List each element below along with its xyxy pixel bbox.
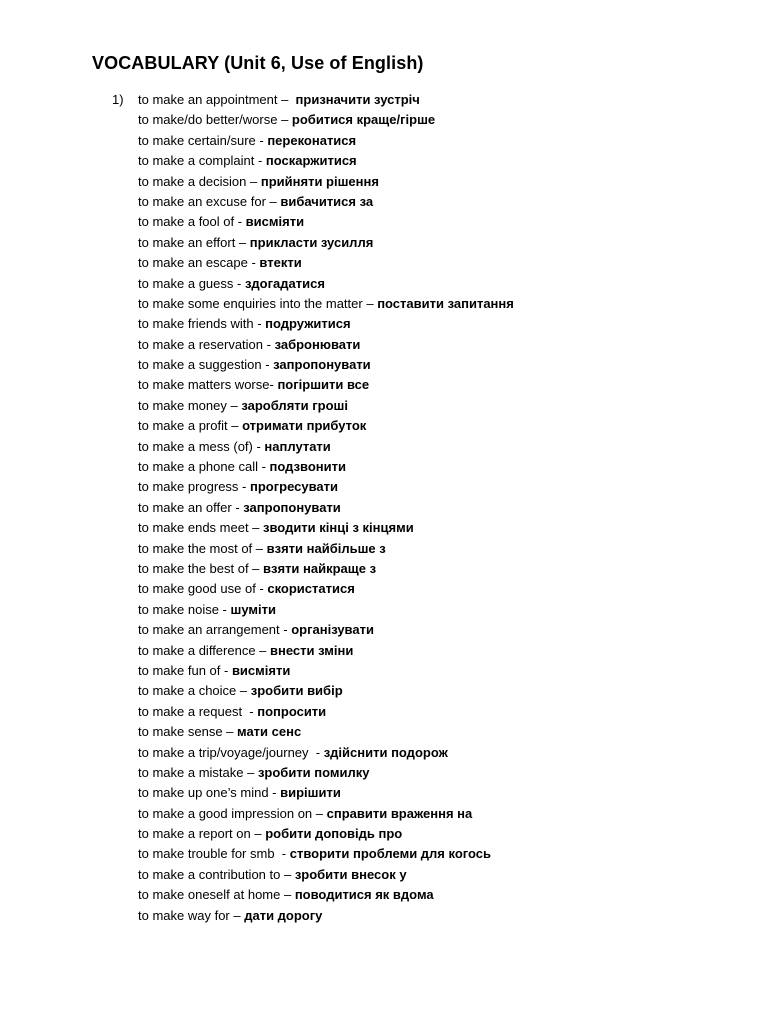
list-item — [138, 600, 514, 620]
ukrainian-translation: попросити — [257, 703, 327, 719]
english-phrase: to make some enquiries into the matter – — [138, 295, 378, 311]
ukrainian-translation: прогресувати — [250, 479, 339, 495]
english-phrase: to make a reservation - — [138, 336, 275, 352]
english-phrase: to make progress - — [138, 479, 250, 495]
list-item — [138, 641, 514, 661]
list-item — [138, 498, 514, 518]
ukrainian-translation: шуміти — [230, 601, 276, 617]
english-phrase: to make an appointment – — [138, 92, 296, 107]
list-item — [138, 233, 514, 253]
english-phrase: to make way for – — [138, 907, 245, 923]
list-item — [138, 172, 514, 192]
list-item — [138, 457, 514, 477]
english-phrase: to make the best of – — [138, 560, 264, 576]
english-phrase: to make a fool of - — [138, 214, 246, 230]
ukrainian-translation: подружитися — [265, 316, 351, 332]
english-phrase: to make a trip/voyage/journey - — [138, 744, 324, 760]
section-number: 1) — [112, 92, 124, 107]
ukrainian-translation: призначити зустріч — [295, 92, 420, 107]
english-phrase: to make oneself at home – — [138, 887, 295, 903]
english-phrase: to make an effort – — [138, 234, 250, 250]
list-item — [138, 620, 514, 640]
english-phrase: to make a mess (of) - — [138, 438, 265, 454]
ukrainian-translation: справити враження на — [326, 805, 473, 821]
list-item — [138, 477, 514, 497]
english-phrase: to make a choice – — [138, 683, 251, 699]
vocabulary-list — [138, 90, 514, 926]
ukrainian-translation: погіршити все — [277, 377, 370, 393]
list-item — [138, 824, 514, 844]
ukrainian-translation: висміяти — [231, 662, 291, 678]
ukrainian-translation: робитися краще/гірше — [291, 112, 436, 128]
english-phrase: to make ends meet – — [138, 520, 264, 536]
list-item — [138, 274, 514, 294]
ukrainian-translation: взяти найкраще з — [263, 560, 377, 576]
english-phrase: to make up one’s mind - — [138, 785, 281, 801]
list-item — [138, 844, 514, 864]
ukrainian-translation: скористатися — [267, 581, 355, 597]
list-item — [138, 804, 514, 824]
ukrainian-translation: поставити запитання — [377, 295, 514, 311]
ukrainian-translation: прийняти рішення — [260, 173, 379, 189]
list-item — [138, 865, 514, 885]
ukrainian-translation: дати дорогу — [244, 907, 323, 923]
list-item — [138, 335, 514, 355]
english-phrase: to make friends with - — [138, 316, 266, 332]
english-phrase: to make a good impression on – — [138, 805, 327, 821]
ukrainian-translation: запропонувати — [273, 357, 371, 373]
english-phrase: to make money – — [138, 397, 242, 413]
page-title: VOCABULARY (Unit 6, Use of English) — [92, 53, 424, 73]
ukrainian-translation: робити доповідь про — [265, 826, 403, 842]
ukrainian-translation: забронювати — [274, 336, 361, 352]
list-item — [138, 437, 514, 457]
english-phrase: to make a difference – — [138, 642, 271, 658]
ukrainian-translation: створити проблеми для когось — [289, 846, 492, 862]
ukrainian-translation: зводити кінці з кінцями — [263, 520, 414, 536]
list-item — [138, 416, 514, 436]
english-phrase: to make matters worse- — [138, 377, 278, 393]
list-item — [138, 681, 514, 701]
ukrainian-translation: зробити вибір — [250, 683, 343, 699]
english-phrase: to make a suggestion - — [138, 357, 274, 373]
english-phrase: to make an excuse for – — [138, 193, 281, 209]
ukrainian-translation: взяти найбільше з — [266, 540, 386, 556]
english-phrase: to make/do better/worse – — [138, 112, 292, 128]
ukrainian-translation: організувати — [291, 622, 374, 638]
list-item — [138, 110, 514, 130]
english-phrase: to make sense – — [138, 724, 237, 740]
list-item — [138, 783, 514, 803]
english-phrase: to make trouble for smb - — [138, 846, 290, 862]
ukrainian-translation: отримати прибуток — [242, 418, 367, 434]
list-item — [138, 661, 514, 681]
english-phrase: to make a decision – — [138, 173, 261, 189]
english-phrase: to make fun of - — [138, 662, 232, 678]
list-item — [138, 253, 514, 273]
ukrainian-translation: втекти — [259, 255, 302, 271]
list-item — [138, 539, 514, 559]
english-phrase: to make noise - — [138, 601, 231, 617]
ukrainian-translation: здогадатися — [244, 275, 325, 291]
list-item — [138, 518, 514, 538]
english-phrase: to make a request - — [138, 703, 258, 719]
ukrainian-translation: здійснити подорож — [323, 744, 448, 760]
english-phrase: to make a report on – — [138, 826, 266, 842]
list-item — [138, 355, 514, 375]
english-phrase: to make an offer - — [138, 499, 244, 515]
ukrainian-translation: вирішити — [280, 785, 341, 801]
ukrainian-translation: наплутати — [264, 438, 331, 454]
list-item — [138, 906, 514, 926]
english-phrase: to make the most of – — [138, 540, 267, 556]
ukrainian-translation: заробляти гроші — [241, 397, 348, 413]
ukrainian-translation: вибачитися за — [280, 193, 374, 209]
list-item — [138, 294, 514, 314]
ukrainian-translation: внести зміни — [270, 642, 354, 658]
list-item — [138, 396, 514, 416]
ukrainian-translation: подзвонити — [269, 459, 346, 475]
english-phrase: to make a contribution to – — [138, 866, 295, 882]
english-phrase: to make an arrangement - — [138, 622, 292, 638]
list-item — [138, 885, 514, 905]
list-item — [138, 192, 514, 212]
list-item — [138, 151, 514, 171]
ukrainian-translation: запропонувати — [243, 499, 341, 515]
list-item — [138, 702, 514, 722]
ukrainian-translation: прикласти зусилля — [249, 234, 374, 250]
ukrainian-translation: поскаржитися — [265, 153, 357, 169]
list-item — [138, 763, 514, 783]
english-phrase: to make a complaint - — [138, 153, 266, 169]
list-item — [138, 212, 514, 232]
ukrainian-translation: зробити помилку — [257, 764, 370, 780]
english-phrase: to make certain/sure - — [138, 132, 268, 148]
list-item — [138, 90, 514, 110]
ukrainian-translation: поводитися як вдома — [294, 887, 434, 903]
list-item — [138, 579, 514, 599]
english-phrase: to make a phone call - — [138, 459, 270, 475]
english-phrase: to make a mistake – — [138, 764, 258, 780]
list-item — [138, 559, 514, 579]
list-item — [138, 131, 514, 151]
list-item — [138, 375, 514, 395]
ukrainian-translation: висміяти — [245, 214, 305, 230]
english-phrase: to make an escape - — [138, 255, 260, 271]
list-item — [138, 743, 514, 763]
ukrainian-translation: зробити внесок у — [294, 866, 407, 882]
ukrainian-translation: переконатися — [267, 132, 357, 148]
english-phrase: to make a profit – — [138, 418, 243, 434]
ukrainian-translation: мати сенс — [237, 724, 302, 740]
list-item — [138, 722, 514, 742]
english-phrase: to make good use of - — [138, 581, 268, 597]
english-phrase: to make a guess - — [138, 275, 245, 291]
list-item — [138, 314, 514, 334]
